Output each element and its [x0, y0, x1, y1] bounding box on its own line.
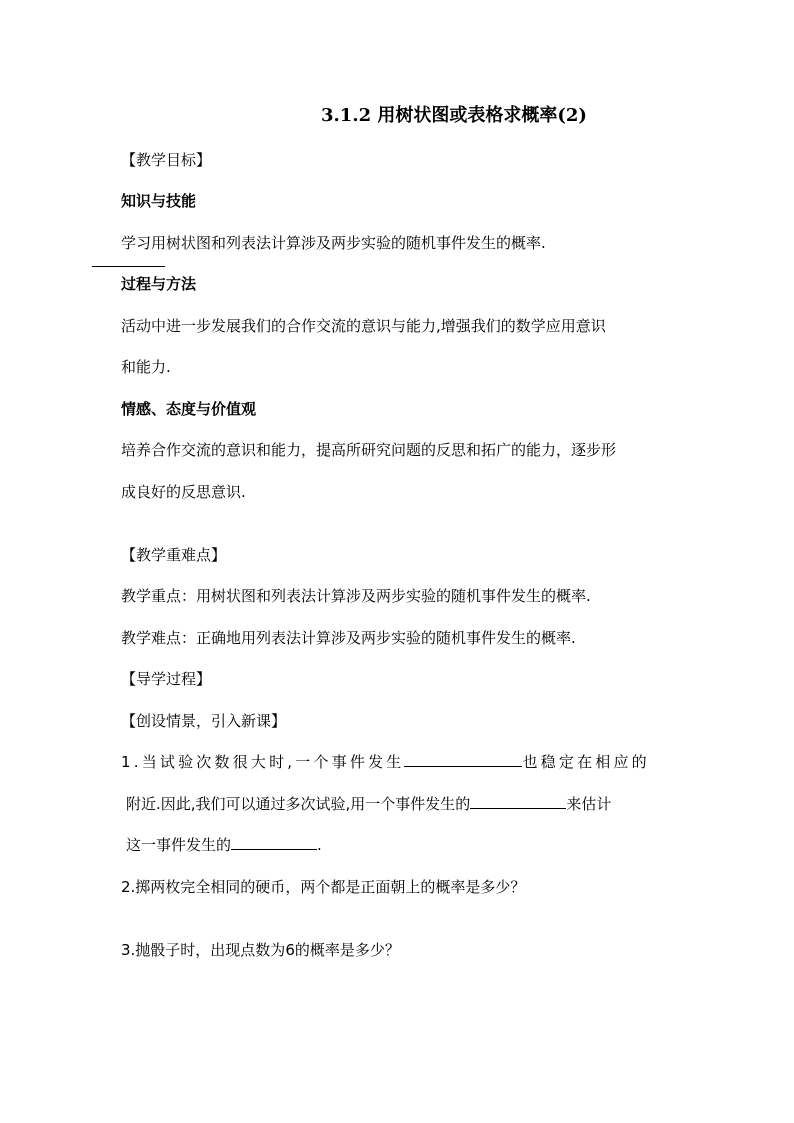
question-1-text-b: 也稳定在相应的	[522, 753, 650, 771]
section-heading-objectives: 【教学目标】	[121, 151, 212, 169]
section-heading-key-points: 【教学重难点】	[121, 546, 227, 564]
fill-blank-3[interactable]	[231, 835, 317, 850]
fill-blank-2[interactable]	[470, 794, 566, 809]
question-1-line3	[126, 835, 322, 855]
subheading-process: 过程与方法	[121, 275, 197, 293]
key-point-focus: 教学重点：用树状图和列表法计算涉及两步实验的随机事件发生的概率.	[121, 587, 591, 605]
question-3: 3.抛骰子时，出现点数为6的概率是多少？	[121, 941, 400, 959]
process-text-line2: 和能力.	[121, 358, 171, 376]
subheading-intro: 【创设情景，引入新课】	[121, 712, 287, 730]
question-1-text-f: .	[317, 836, 322, 854]
key-point-difficulty: 教学难点：正确地用列表法计算涉及两步实验的随机事件发生的概率.	[121, 629, 576, 647]
question-1-text-d: 来估计	[566, 795, 612, 813]
process-text-line1: 活动中进一步发展我们的合作交流的意识与能力,增强我们的数学应用意识	[121, 317, 606, 335]
question-2: 2.掷两枚完全相同的硬币，两个都是正面朝上的概率是多少？	[121, 878, 526, 896]
fill-blank-1[interactable]	[404, 752, 522, 767]
section-heading-guide: 【导学过程】	[121, 670, 212, 688]
question-1-line1	[121, 752, 650, 772]
question-1-text-e: 这一事件发生的	[126, 836, 232, 854]
question-1-text-c: 附近.因此,我们可以通过多次试验,用一个事件发生的	[126, 795, 471, 813]
knowledge-text: 学习用树状图和列表法计算涉及两步实验的随机事件发生的概率.	[121, 234, 546, 252]
page-title: 3.1.2 用树状图或表格求概率(2)	[321, 105, 587, 126]
subheading-knowledge: 知识与技能	[121, 192, 197, 210]
question-1-line2	[126, 794, 611, 814]
question-1-text-a: 1.当试验次数很大时,一个事件发生	[121, 753, 405, 771]
subheading-emotion: 情感、态度与价值观	[121, 400, 257, 418]
emotion-text-line2: 成良好的反思意识.	[121, 483, 246, 501]
emotion-text-line1: 培养合作交流的意识和能力，提高所研究问题的反思和拓广的能力，逐步形	[121, 441, 617, 459]
divider-rule	[92, 266, 165, 267]
